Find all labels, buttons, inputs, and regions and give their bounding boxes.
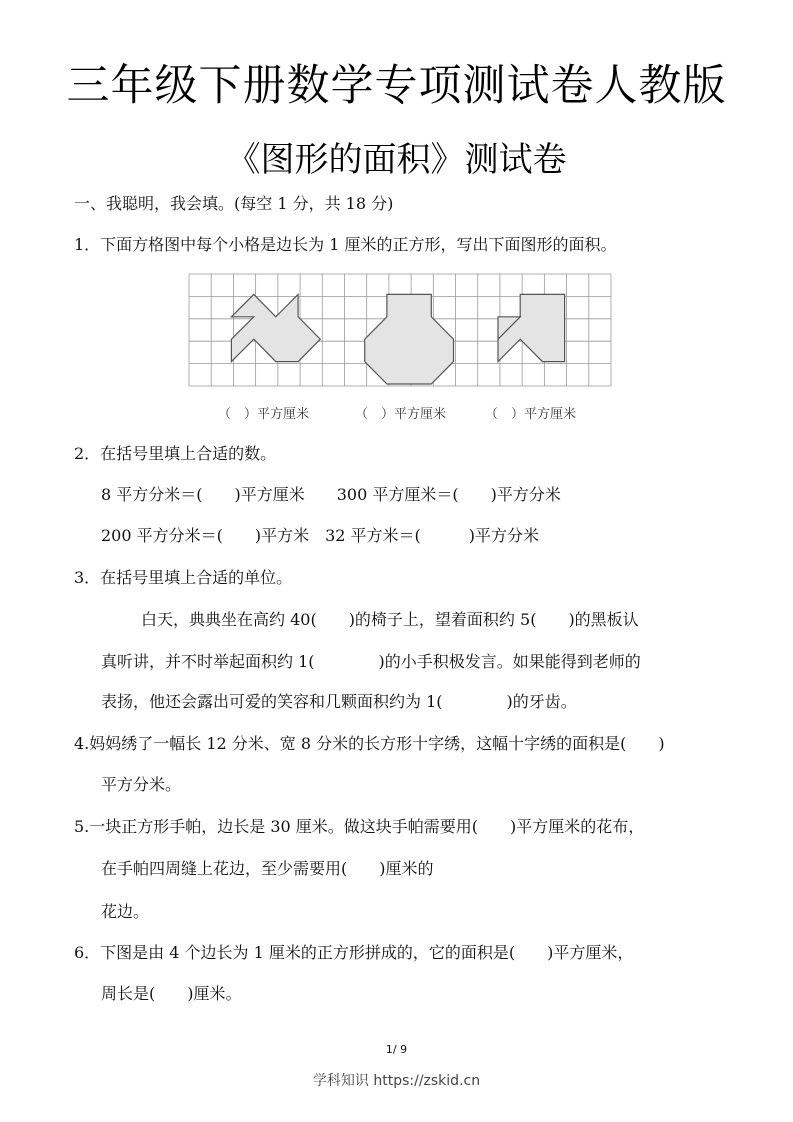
footer-source: 学科知识 https://zskid.cn [312, 1073, 481, 1089]
question-3-line: 表扬，他还会露出可爱的笑容和几颗面积约为 1( )的牙齿。 [101, 692, 577, 711]
test-subtitle: 《图形的面积》测试卷 [226, 140, 567, 180]
shape-vase [365, 294, 454, 384]
area-answer-blank[interactable]: （ ）平方厘米 [355, 407, 447, 422]
shape-fish [231, 294, 320, 361]
shape-boot [498, 294, 565, 361]
page-title: 三年级下册数学专项测试卷人教版 [66, 61, 727, 111]
grid-figure [187, 272, 613, 388]
question-3-line: 白天，典典坐在高约 40( )的椅子上，望着面积约 5( )的黑板认 [141, 610, 639, 629]
question-6-line: 周长是( )厘米。 [101, 984, 242, 1003]
question-5: 5.一块正方形手帕，边长是 30 厘米。做这块手帕需要用( )平方厘米的花布， [74, 817, 645, 836]
question-2-line: 8 平方分米＝( )平方厘米 300 平方厘米＝( )平方分米 [101, 485, 561, 504]
question-1: 1．下面方格图中每个小格是边长为 1 厘米的正方形，写出下面图形的面积。 [74, 235, 617, 254]
question-4: 4.妈妈绣了一幅长 12 分米、宽 8 分米的长方形十字绣，这幅十字绣的面积是( ) [74, 734, 665, 753]
question-6: 6．下图是由 4 个边长为 1 厘米的正方形拼成的，它的面积是( )平方厘米， [74, 943, 634, 962]
question-5-line: 在手帕四周缝上花边，至少需要用( )厘米的 [101, 859, 434, 878]
page-number: 1/ 9 [385, 1043, 408, 1056]
area-answer-blank[interactable]: （ ）平方厘米 [485, 407, 577, 422]
question-2: 2．在括号里填上合适的数。 [74, 444, 277, 463]
question-3-line: 真听讲，并不时举起面积约 1( )的小手积极发言。如果能得到老师的 [101, 652, 641, 671]
question-2-line: 200 平方分米＝( )平方米 32 平方米＝( )平方分米 [101, 526, 540, 545]
question-3: 3．在括号里填上合适的单位。 [74, 568, 293, 587]
area-answer-blank[interactable]: （ ）平方厘米 [218, 407, 310, 422]
question-5-line: 花边。 [101, 902, 150, 921]
section-heading: 一、我聪明，我会填。(每空 1 分，共 18 分) [74, 194, 394, 213]
question-4-line: 平方分米。 [101, 775, 182, 794]
